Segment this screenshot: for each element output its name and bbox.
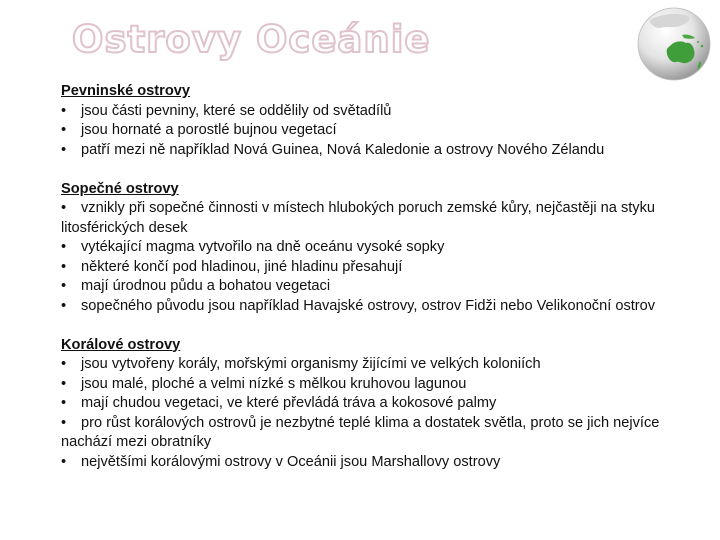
list-item: • mají chudou vegetaci, ve které převládá tráva a kokosové palmy [61,394,691,414]
bullet-icon: • [61,375,67,392]
page-title: Ostrovy Oceánie [72,18,431,61]
section-heading: Korálové ostrovy [61,336,181,353]
section-coral-islands [61,336,691,473]
list-item: • patří mezi ně například Nová Guinea, Nová Kaledonie a ostrovy Nového Zélandu [61,141,691,161]
list-item: • jsou vytvořeny korály, mořskými organismy žijícími ve velkých koloniích [61,355,691,375]
bullet-icon: • [61,356,67,372]
list-item: • některé končí pod hladinou, jiné hladinu přesahují [61,258,691,278]
bullet-icon: • [61,453,67,470]
list-item: • vznikly při sopečné činnosti v místech hlubokých poruch zemské kůry, nejčastěji na styku litosférických desek [61,200,656,236]
list-item: • mají úrodnou půdu a bohatou vegetaci [61,277,691,297]
bullet-icon: • [61,141,67,158]
list-item: • největšími korálovými ostrovy v Oceánii jsou Marshallovy ostrovy [61,453,691,473]
bullet-icon: • [61,122,67,138]
section-heading: Pevninské ostrovy [61,83,190,99]
list-item: • jsou hornaté a porostlé bujnou vegetací [61,121,691,141]
list-item: • pro růst korálových ostrovů je nezbytné teplé klima a dostatek světla, proto se jich nejvíce nachází mezi obratníky [61,414,660,450]
bullet-icon: • [61,102,67,119]
bullet-icon: • [61,278,67,294]
bullet-icon: • [61,258,67,275]
content-body [61,82,691,492]
list-item: • jsou části pevniny, které se oddělily od světadílů [61,102,691,122]
list-item: • vytékající magma vytvořilo na dně oceánu vysoké sopky [61,238,691,258]
section-heading: Sopečné ostrovy [61,180,179,197]
bullet-icon: • [61,297,67,314]
bullet-icon: • [61,414,67,431]
section-continental-islands [61,82,691,160]
bullet-icon: • [61,239,67,255]
bullet-icon: • [61,395,67,411]
section-volcanic-islands [61,180,691,317]
bullet-icon: • [61,200,67,216]
list-item: • sopečného původu jsou například Havajské ostrovy, ostrov Fidži nebo Velikonoční ostrov [61,297,691,317]
list-item: • jsou malé, ploché a velmi nízké s mělkou kruhovou lagunou [61,375,691,395]
globe-australia-oceania-icon [636,6,712,82]
